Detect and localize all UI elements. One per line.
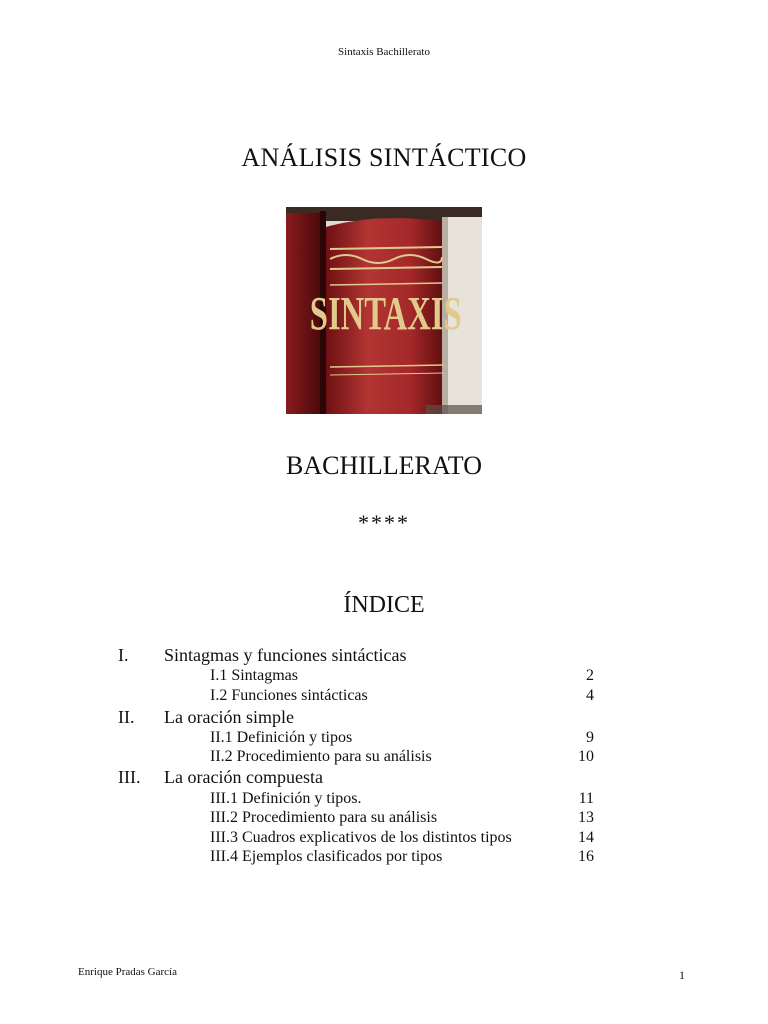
document-subtitle: BACHILLERATO <box>286 451 482 480</box>
entry-label: II.2 Procedimiento para su análisis <box>210 748 432 765</box>
toc-entry <box>210 790 594 808</box>
toc-entry <box>210 729 594 747</box>
entry-label: III.1 Definición y tipos. <box>210 790 362 807</box>
toc-entry <box>210 748 594 766</box>
entry-page: 10 <box>578 748 594 765</box>
entry-label: I.1 Sintagmas <box>210 667 298 684</box>
entry-page: 4 <box>586 687 594 704</box>
entry-label: I.2 Funciones sintácticas <box>210 687 368 704</box>
entry-label: III.4 Ejemplos clasificados por tipos <box>210 848 443 865</box>
toc-entry <box>210 809 594 827</box>
footer-author: Enrique Pradas García <box>78 966 177 978</box>
toc-entry <box>210 667 594 685</box>
section-number: II. <box>118 707 135 727</box>
entry-page: 14 <box>578 829 594 846</box>
toc-section <box>118 645 406 666</box>
index-title: ÍNDICE <box>343 592 425 618</box>
document-title: ANÁLISIS SINTÁCTICO <box>241 143 527 172</box>
book-cover-image <box>286 207 482 414</box>
toc-section <box>118 707 294 728</box>
spine-text: SINTAXIS <box>309 287 462 340</box>
section-number: III. <box>118 767 141 787</box>
toc-section <box>118 767 323 788</box>
section-title: La oración simple <box>164 707 294 727</box>
toc-entry <box>210 829 594 847</box>
section-number: I. <box>118 645 129 665</box>
toc-entry <box>210 848 594 866</box>
entry-page: 16 <box>578 848 594 865</box>
footer-page-number: 1 <box>679 968 685 982</box>
entry-page: 2 <box>586 667 594 684</box>
toc-entry <box>210 687 594 705</box>
section-title: La oración compuesta <box>164 767 323 787</box>
entry-page: 11 <box>578 790 594 807</box>
entry-page: 13 <box>578 809 594 826</box>
decorative-stars: **** <box>358 510 410 535</box>
page-header: Sintaxis Bachillerato <box>338 46 430 58</box>
entry-label: II.1 Definición y tipos <box>210 729 353 746</box>
section-title: Sintagmas y funciones sintácticas <box>164 645 407 665</box>
entry-label: III.3 Cuadros explicativos de los distintos tipos <box>210 829 512 846</box>
entry-page: 9 <box>586 729 594 746</box>
entry-label: III.2 Procedimiento para su análisis <box>210 809 438 826</box>
